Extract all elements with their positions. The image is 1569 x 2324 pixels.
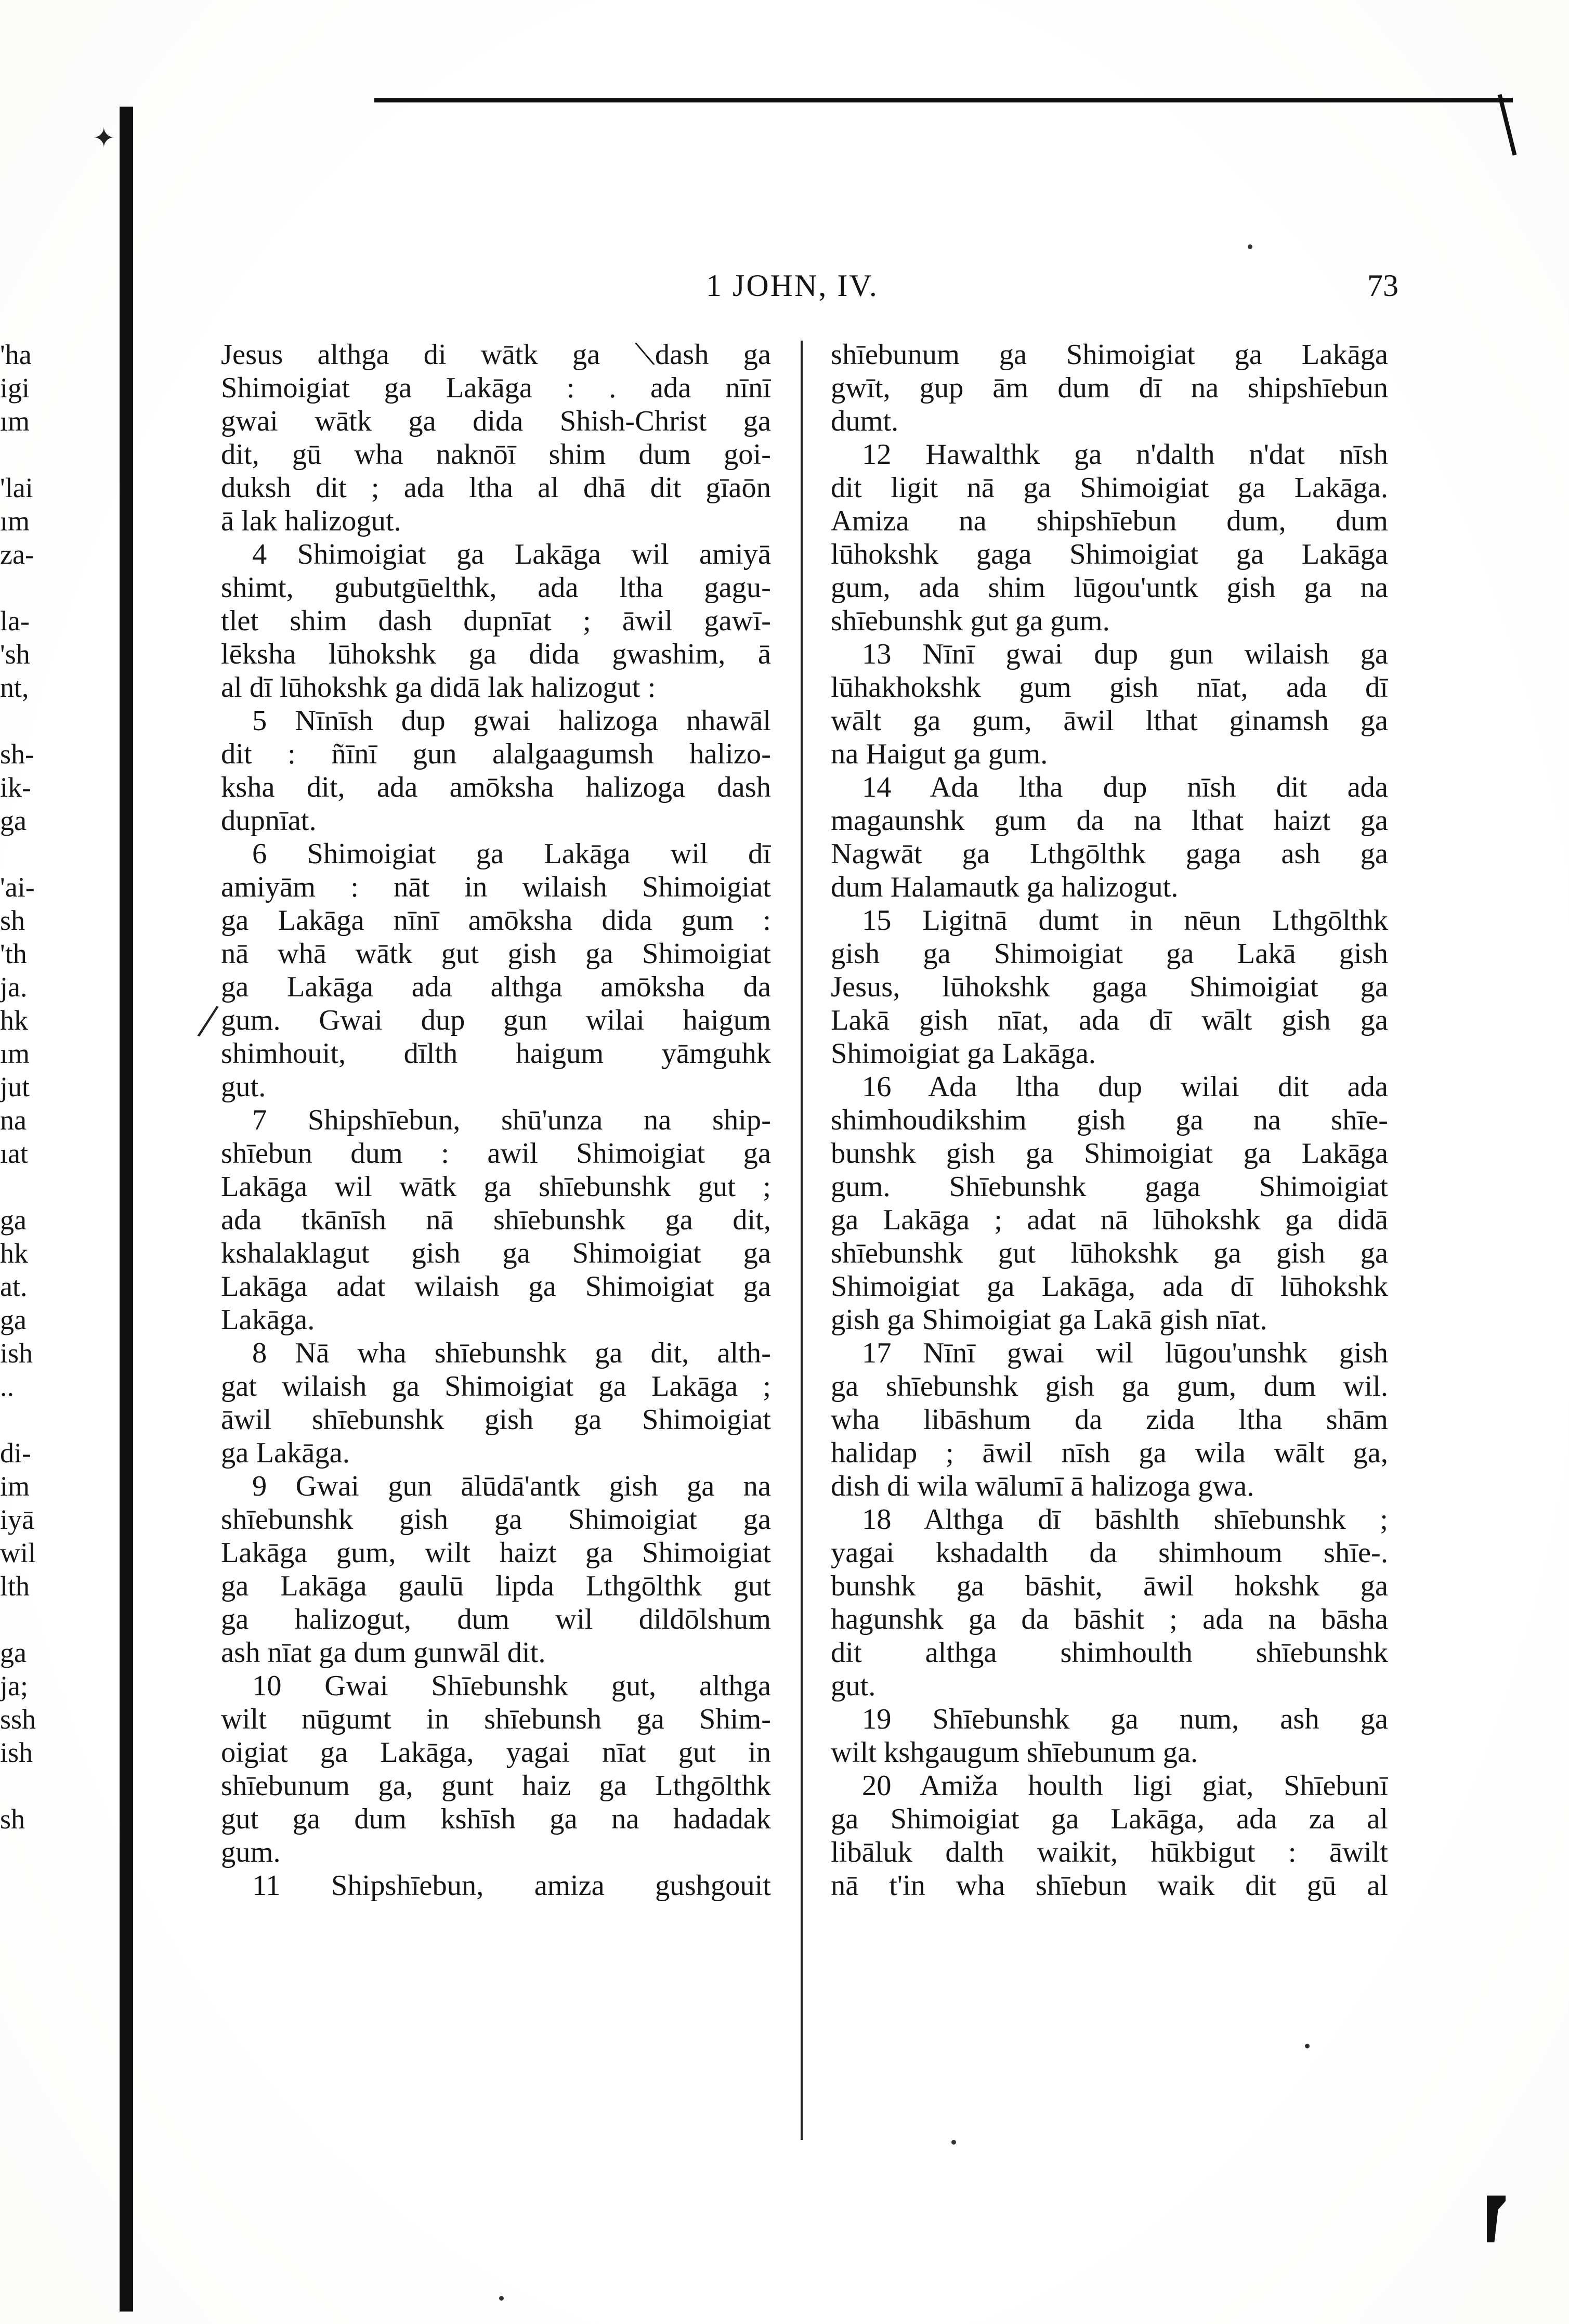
text-line: halidap ; āwil nīsh ga wila wālt ga, (831, 1437, 1388, 1469)
text-line: āwil shīebunshk gish ga Shimoigiat (221, 1404, 771, 1436)
text-line: shīebunshk gut ga gum. (831, 605, 1110, 637)
text-line: dupnīat. (221, 804, 317, 837)
text-line: gum, ada shim lūgou'untk gish ga na (831, 572, 1388, 604)
text-line: duksh dit ; ada ltha al dhā dit gīaōn (221, 472, 771, 504)
text-line: ga shīebunshk gish ga gum, dum wil. (831, 1370, 1388, 1403)
text-line: gum. Shīebunshk gaga Shimoigiat (831, 1171, 1388, 1203)
text-line: ash nīat ga dum gunwāl dit. (221, 1637, 546, 1669)
text-line: dit ligit nā ga Shimoigiat ga Lakāga. (831, 472, 1388, 504)
bleed-line: nt, (0, 672, 29, 703)
bleed-line (0, 1769, 104, 1802)
column-divider (801, 341, 803, 2140)
page-number: 73 (1367, 268, 1398, 303)
ink-speck (951, 2140, 956, 2145)
bleed-line: za- (0, 539, 34, 570)
text-line: Lakāga. (221, 1304, 315, 1336)
text-line: shīebun dum : awil Shimoigiat ga (221, 1137, 771, 1170)
text-line: wilt nūgumt in shīebunsh ga Shim- (221, 1703, 771, 1735)
bleed-line: ıat (0, 1138, 28, 1169)
text-line: Jesus, lūhokshk gaga Shimoigiat ga (831, 971, 1388, 1003)
ink-speck (1248, 244, 1252, 249)
text-line: dum Halamautk ga halizogut. (831, 871, 1179, 903)
text-line: shīebunum ga, gunt haiz ga Lthgōlthk (221, 1770, 771, 1802)
text-line: ga halizogut, dum wil dildōlshum (221, 1603, 771, 1635)
corner-ornament: ✦ (93, 124, 115, 153)
bleed-line: iyā (0, 1504, 34, 1535)
text-line: 10 Gwai Shīebunshk gut, althga (252, 1670, 771, 1702)
text-line: libāluk dalth waikit, hūkbigut : āwilt (831, 1836, 1388, 1868)
text-line: na Haigut ga gum. (831, 738, 1048, 770)
text-line: hagunshk ga da bāshit ; ada na bāsha (831, 1603, 1388, 1635)
bleed-line: 'ha (0, 339, 32, 370)
text-line: dumt. (831, 405, 899, 437)
text-line: shīebunum ga Shimoigiat ga Lakāga (831, 339, 1388, 371)
text-line: ada tkānīsh nā shīebunshk ga dit, (221, 1204, 771, 1236)
text-line: 12 Hawalthk ga n'dalth n'dat nīsh (862, 438, 1388, 471)
text-line: 11 Shipshīebun, amiza gushgouit (252, 1869, 771, 1902)
bleed-line: im (0, 1471, 30, 1502)
text-line: gum. Gwai dup gun wilai haigum (221, 1004, 771, 1036)
text-line: 6 Shimoigiat ga Lakāga wil dī (252, 838, 771, 870)
text-line: ā lak halizogut. (221, 505, 401, 537)
bleed-line: ssh (0, 1704, 36, 1735)
text-line: nā whā wātk gut gish ga Shimoigiat (221, 938, 771, 970)
text-line: ksha dit, ada amōksha halizoga dash (221, 771, 771, 803)
ink-speck (1305, 2044, 1310, 2048)
text-line: dit althga shimhoulth shīebunshk (831, 1637, 1388, 1669)
text-line: shimhoudikshim gish ga na shīe- (831, 1104, 1388, 1136)
bleed-line: na (0, 1105, 27, 1136)
bleed-line: ja; (0, 1670, 28, 1702)
text-line: amiyām : nāt in wilaish Shimoigiat (221, 871, 771, 903)
text-line: wālt ga gum, āwil lthat ginamsh ga (831, 705, 1388, 737)
bleed-line: ım (0, 505, 30, 537)
margin-pen-mark: / (194, 992, 222, 1049)
bleed-line (0, 837, 104, 871)
text-line: 13 Nīnī gwai dup gun wilaish ga (862, 638, 1388, 670)
text-line: kshalaklagut gish ga Shimoigiat ga (221, 1237, 771, 1269)
text-line: 9 Gwai gun ālūdā'antk gish ga na (252, 1470, 771, 1502)
text-line: nā t'in wha shīebun waik dit gū al (831, 1869, 1388, 1902)
bleed-line (0, 571, 104, 604)
bleed-line: ga (0, 1204, 27, 1236)
text-line: gish ga Shimoigiat ga Lakā gish nīat. (831, 1304, 1267, 1336)
text-line: 18 Althga dī bāshlth shīebunshk ; (862, 1503, 1388, 1536)
text-line: lēksha lūhokshk ga dida gwashim, ā (221, 638, 771, 670)
text-line: bunshk ga bāshit, āwil hokshk ga (831, 1570, 1388, 1602)
text-line: magaunshk gum da na lthat haizt ga (831, 804, 1388, 837)
bleed-line: sh (0, 1803, 25, 1835)
text-line: Lakāga wil wātk ga shīebunshk gut ; (221, 1171, 771, 1203)
text-line: 7 Shipshīebun, shū'unza na ship- (252, 1104, 771, 1136)
text-line: dit : ñīnī gun alalgaagumsh halizo- (221, 738, 771, 770)
text-line: Lakāga gum, wilt haizt ga Shimoigiat (221, 1537, 771, 1569)
text-line: ga Lakāga. (221, 1437, 350, 1469)
text-line: ga Lakāga ; adat nā lūhokshk ga didā (831, 1204, 1388, 1236)
text-line: 14 Ada ltha dup nīsh dit ada (862, 771, 1388, 803)
text-line: yagai kshadalth da shimhoum shīe-. (831, 1537, 1388, 1569)
right-text-column (831, 338, 1388, 1902)
text-line: shimhouit, dīlth haigum yāmguhk (221, 1037, 771, 1070)
bleed-line (0, 438, 104, 471)
bleed-line: at. (0, 1271, 28, 1302)
bleed-line: 'lai (0, 472, 33, 503)
bleed-line: ja. (0, 971, 28, 1003)
bleed-line (0, 1170, 104, 1203)
bleed-line: di- (0, 1437, 31, 1469)
text-line: lūhakhokshk gum gish nīat, ada dī (831, 671, 1388, 704)
text-line: tlet shim dash dupnīat ; āwil gawī- (221, 605, 771, 637)
text-line: gish ga Shimoigiat ga Lakā gish (831, 938, 1388, 970)
bleed-line: la- (0, 605, 30, 637)
text-line: Shimoigiat ga Lakāga : . ada nīnī (221, 372, 771, 404)
text-line: ga Lakāga ada althga amōksha da (221, 971, 771, 1003)
bleed-line: ga (0, 1637, 27, 1668)
bleed-line (0, 1403, 104, 1436)
text-line: shīebunshk gish ga Shimoigiat ga (221, 1503, 771, 1536)
text-line: Shimoigiat ga Lakāga, ada dī lūhokshk (831, 1270, 1388, 1303)
text-line: gut. (831, 1670, 876, 1702)
text-line: bunshk gish ga Shimoigiat ga Lakāga (831, 1137, 1388, 1170)
bleed-line: ım (0, 1038, 30, 1069)
bleed-line: igi (0, 372, 30, 404)
text-line: gwīt, gup ām dum dī na shipshīebun (831, 372, 1388, 404)
text-line: Jesus althga di wātk ga ⟍dash ga (221, 339, 771, 371)
bleed-line: ik- (0, 772, 31, 803)
text-line: Lakā gish nīat, ada dī wālt gish ga (831, 1004, 1388, 1036)
text-line: wha libāshum da zida ltha shām (831, 1404, 1388, 1436)
bleed-line: lth (0, 1570, 30, 1602)
text-line: 8 Nā wha shīebunshk ga dit, alth- (252, 1337, 771, 1369)
text-line: ga Lakāga nīnī amōksha dida gum : (221, 904, 771, 937)
running-header-title: 1 JOHN, IV. (706, 268, 879, 303)
text-line: ga Shimoigiat ga Lakāga, ada za al (831, 1803, 1388, 1835)
text-line: 17 Nīnī gwai wil lūgou'unshk gish (862, 1337, 1388, 1369)
text-line: 5 Nīnīsh dup gwai halizoga nhawāl (252, 705, 771, 737)
bleed-line (0, 704, 104, 737)
text-line: Lakāga adat wilaish ga Shimoigiat ga (221, 1270, 771, 1303)
text-line: shimt, gubutgūelthk, ada ltha gagu- (221, 572, 771, 604)
text-line: dit, gū wha naknōī shim dum goi- (221, 438, 771, 471)
text-line: lūhokshk gaga Shimoigiat ga Lakāga (831, 538, 1388, 570)
text-line: Shimoigiat ga Lakāga. (831, 1037, 1096, 1070)
text-line: gum. (221, 1836, 281, 1868)
facing-page-bleed-text (0, 338, 104, 1836)
text-line: ga Lakāga gaulū lipda Lthgōlthk gut (221, 1570, 771, 1602)
bleed-line: jut (0, 1071, 30, 1102)
bleed-line: wil (0, 1537, 36, 1568)
bleed-line (0, 1603, 104, 1636)
text-line: Amiza na shipshīebun dum, dum (831, 505, 1388, 537)
bleed-line: ga (0, 1304, 27, 1335)
bleed-line: .. (0, 1371, 14, 1402)
bleed-line: 'th (0, 938, 27, 969)
bleed-line: sh- (0, 738, 34, 770)
text-line: 20 Amiža houlth ligi giat, Shīebunī (862, 1770, 1388, 1802)
bleed-line: ish (0, 1338, 33, 1369)
text-line: shīebunshk gut lūhokshk ga gish ga (831, 1237, 1388, 1269)
bleed-line: ish (0, 1737, 33, 1768)
bleed-line: 'ai- (0, 872, 35, 903)
text-line: wilt kshgaugum shīebunum ga. (831, 1736, 1198, 1769)
text-line: gut. (221, 1071, 266, 1103)
top-rule (374, 98, 1513, 102)
text-line: 16 Ada ltha dup wilai dit ada (862, 1071, 1388, 1103)
text-line: gat wilaish ga Shimoigiat ga Lakāga ; (221, 1370, 771, 1403)
text-line: oigiat ga Lakāga, yagai nīat gut in (221, 1736, 771, 1769)
text-line: gwai wātk ga dida Shish-Christ ga (221, 405, 771, 437)
bleed-line: 'sh (0, 639, 30, 670)
left-text-column (221, 338, 771, 1902)
text-line: al dī lūhokshk ga didā lak halizogut : (221, 671, 656, 704)
bleed-line: hk (0, 1005, 28, 1036)
bleed-line: ga (0, 805, 27, 836)
text-line: 4 Shimoigiat ga Lakāga wil amiyā (252, 538, 771, 570)
bleed-line: hk (0, 1238, 28, 1269)
text-line: gut ga dum kshīsh ga na hadadak (221, 1803, 771, 1835)
text-line: dish di wila wālumī ā halizoga gwa. (831, 1470, 1254, 1502)
text-line: 15 Ligitnā dumt in nēun Lthgōlthk (862, 904, 1388, 937)
bleed-line: sh (0, 905, 25, 936)
bleed-line: ım (0, 406, 30, 437)
text-line: Nagwāt ga Lthgōlthk gaga ash ga (831, 838, 1388, 870)
text-line: 19 Shīebunshk ga num, ash ga (862, 1703, 1388, 1735)
binding-edge (120, 107, 133, 2312)
ink-speck (499, 2296, 504, 2301)
